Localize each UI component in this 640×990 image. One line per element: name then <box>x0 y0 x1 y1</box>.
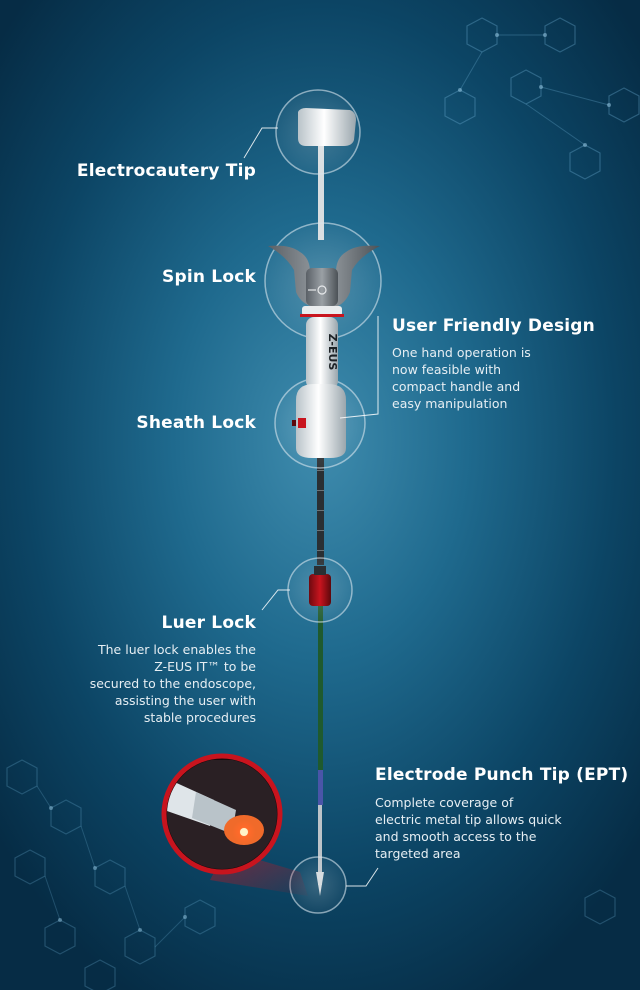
ept-title: Electrode Punch Tip (EPT) <box>375 765 629 785</box>
description-line: One hand operation is <box>392 345 531 360</box>
luer-lock-title: Luer Lock <box>161 613 256 633</box>
description-line: secured to the endoscope, <box>89 676 256 691</box>
description-line: Z-EUS IT™ to be <box>154 659 256 674</box>
spin-lock-title: Spin Lock <box>162 267 256 287</box>
sheath-lock-red-button <box>298 418 306 428</box>
green-catheter <box>318 605 323 770</box>
handle-brand-text: Z-EUS <box>326 333 339 371</box>
description-line: assisting the user with <box>114 693 256 708</box>
leader-electrocautery <box>244 128 278 158</box>
description-line: Complete coverage of <box>375 795 514 810</box>
description-line: now feasible with <box>392 362 502 377</box>
description-line: electric metal tip allows quick <box>375 812 562 827</box>
description-line: easy manipulation <box>392 396 508 411</box>
description-line: stable procedures <box>143 710 256 725</box>
luer-lock-fitting <box>309 574 331 606</box>
leader-ept <box>346 868 378 886</box>
ept-description <box>375 794 562 862</box>
user-friendly-title: User Friendly Design <box>392 316 595 336</box>
electrocautery-tip-title: Electrocautery Tip <box>76 161 256 181</box>
blue-catheter <box>318 770 323 805</box>
user-friendly-description <box>392 344 531 412</box>
description-line: and smooth access to the <box>375 829 537 844</box>
luer-lock-description <box>20 641 256 726</box>
description-line: The luer lock enables the <box>98 642 256 657</box>
description-line: targeted area <box>375 846 461 861</box>
sheath-lock-title: Sheath Lock <box>136 413 256 433</box>
leader-luer <box>262 590 290 610</box>
electrocautery-tip-block <box>298 108 356 146</box>
description-line: compact handle and <box>392 379 521 394</box>
